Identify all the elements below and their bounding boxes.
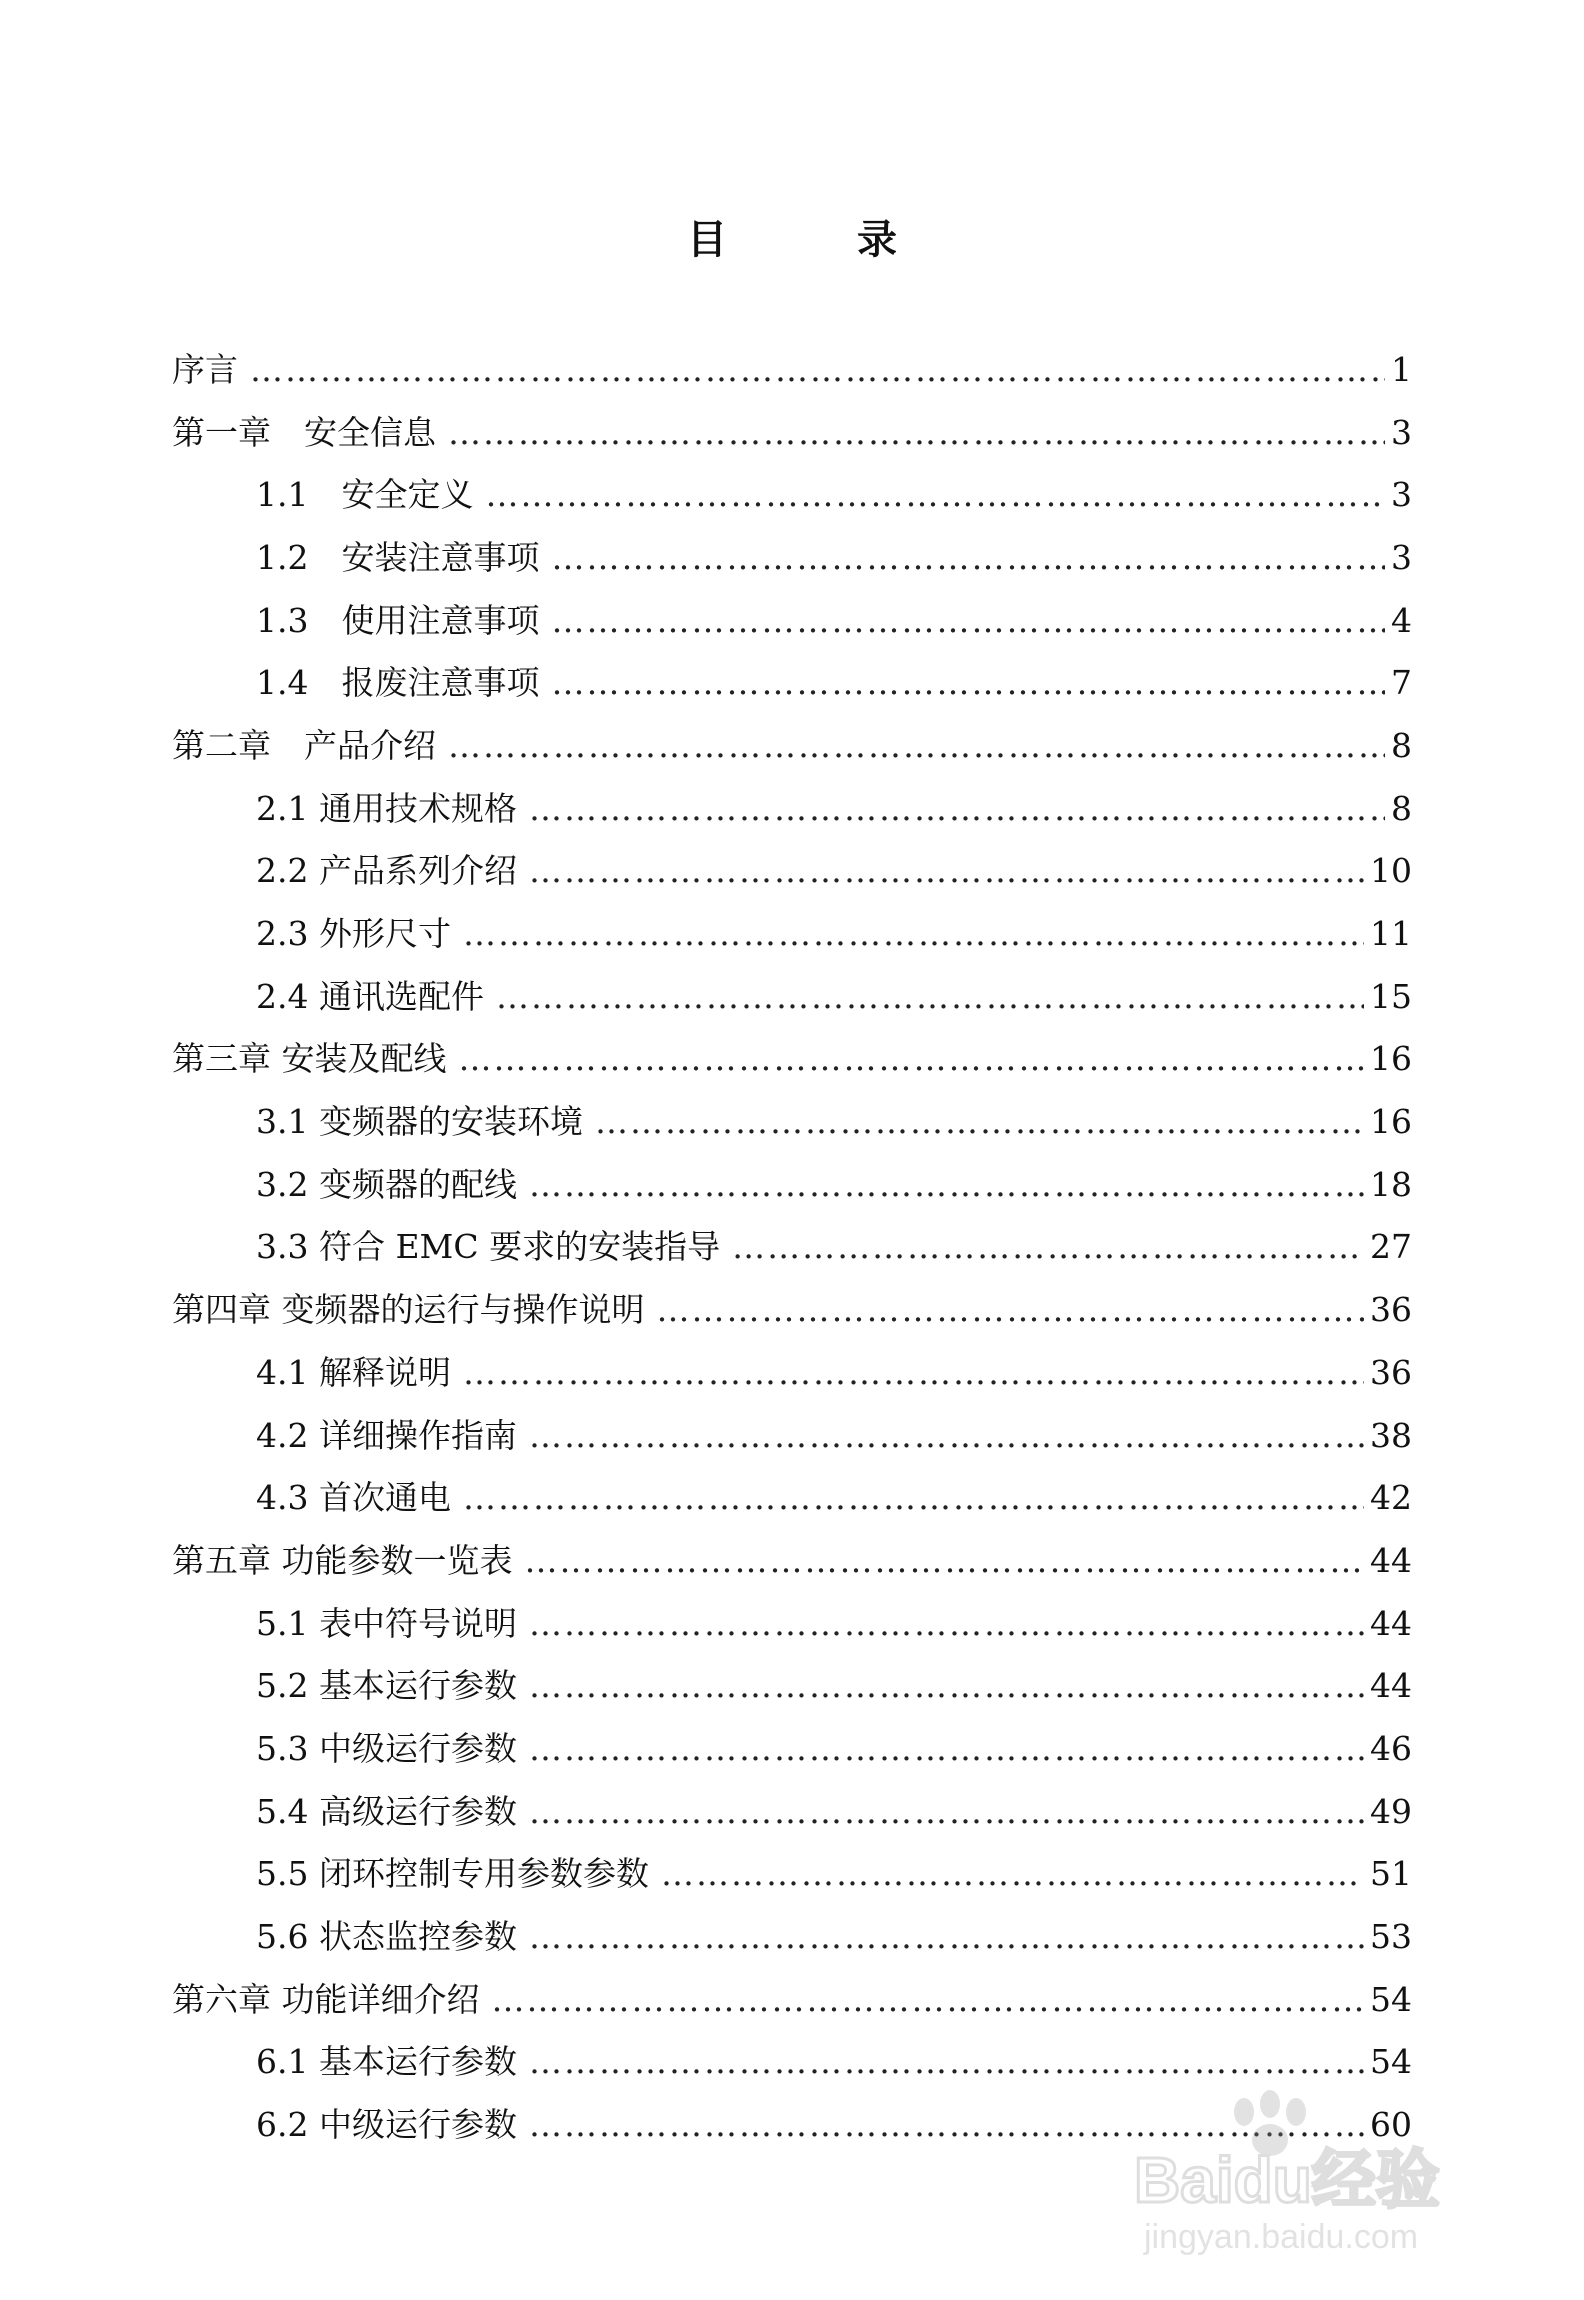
table-of-contents [172, 338, 1412, 2156]
toc-entry-label: 5.6 状态监控参数 [256, 1917, 517, 1957]
toc-page-number: 18 [1370, 1164, 1412, 1204]
toc-leader-dots [463, 1356, 1364, 1389]
toc-entry-label: 第一章 安全信息 [172, 412, 436, 452]
toc-entry-label: 1.3 使用注意事项 [256, 600, 540, 640]
toc-leader-dots [661, 1857, 1364, 1890]
toc-section-entry [172, 1843, 1412, 1906]
toc-section-entry [172, 965, 1412, 1028]
toc-entry-label: 第五章 功能参数一览表 [172, 1540, 513, 1580]
toc-section-entry [172, 589, 1412, 652]
toc-page-number: 8 [1391, 788, 1412, 828]
toc-page-number: 27 [1370, 1227, 1412, 1267]
toc-leader-dots [463, 917, 1364, 950]
toc-leader-dots [529, 854, 1364, 887]
toc-entry-label: 5.2 基本运行参数 [256, 1666, 517, 1706]
toc-chapter-entry [172, 401, 1412, 464]
toc-leader-dots [551, 666, 1385, 699]
toc-entry-label: 序言 [172, 349, 238, 389]
toc-page-number: 49 [1370, 1791, 1412, 1831]
watermark-url: jingyan.baidu.com [1144, 2218, 1419, 2256]
toc-page-number: 1 [1391, 349, 1412, 389]
toc-entry-label: 3.3 符合 EMC 要求的安装指导 [256, 1227, 721, 1267]
toc-entry-label: 4.1 解释说明 [256, 1352, 451, 1392]
toc-entry-label: 6.1 基本运行参数 [256, 2042, 517, 2082]
toc-page-number: 54 [1370, 1979, 1412, 2019]
toc-section-entry [172, 1905, 1412, 1968]
toc-entry-label: 第三章 安装及配线 [172, 1039, 447, 1079]
toc-leader-dots [529, 1419, 1364, 1452]
toc-leader-dots [463, 1481, 1364, 1514]
toc-page-number: 46 [1370, 1728, 1412, 1768]
toc-leader-dots [529, 1732, 1364, 1765]
toc-leader-dots [732, 1230, 1364, 1263]
toc-section-entry [172, 1780, 1412, 1843]
toc-page-number: 16 [1370, 1039, 1412, 1079]
toc-chapter-entry [172, 1529, 1412, 1592]
toc-entry-label: 2.2 产品系列介绍 [256, 851, 517, 891]
toc-chapter-entry [172, 1968, 1412, 2031]
toc-section-entry [172, 902, 1412, 965]
toc-entry-label: 1.4 报废注意事项 [256, 663, 540, 703]
toc-entry-label: 第四章 变频器的运行与操作说明 [172, 1290, 645, 1330]
toc-leader-dots [529, 1168, 1364, 1201]
toc-entry-label: 3.2 变频器的配线 [256, 1164, 517, 1204]
toc-page-number: 3 [1391, 412, 1412, 452]
toc-page-number: 10 [1370, 851, 1412, 891]
toc-entry-label: 第二章 产品介绍 [172, 725, 436, 765]
toc-leader-dots [448, 416, 1385, 449]
toc-section-entry [172, 1654, 1412, 1717]
toc-entry-label: 5.1 表中符号说明 [256, 1603, 517, 1643]
toc-entry-label: 4.3 首次通电 [256, 1478, 451, 1518]
toc-page-number: 60 [1370, 2105, 1412, 2145]
toc-leader-dots [657, 1293, 1365, 1326]
toc-page-number: 54 [1370, 2042, 1412, 2082]
toc-section-entry [172, 1341, 1412, 1404]
toc-section-entry [172, 840, 1412, 903]
toc-page-number: 7 [1391, 663, 1412, 703]
toc-section-entry [172, 1090, 1412, 1153]
toc-chapter-entry [172, 338, 1412, 401]
toc-leader-dots [551, 604, 1385, 637]
toc-section-entry [172, 1717, 1412, 1780]
toc-leader-dots [551, 541, 1385, 574]
toc-page-number: 4 [1391, 600, 1412, 640]
toc-section-entry [172, 1216, 1412, 1279]
toc-entry-label: 2.4 通讯选配件 [256, 976, 484, 1016]
toc-section-entry [172, 777, 1412, 840]
toc-leader-dots [595, 1105, 1364, 1138]
toc-section-entry [172, 651, 1412, 714]
toc-leader-dots [496, 980, 1364, 1013]
toc-entry-label: 5.5 闭环控制专用参数参数 [256, 1854, 649, 1894]
toc-chapter-entry [172, 1278, 1412, 1341]
toc-leader-dots [250, 353, 1385, 386]
toc-leader-dots [448, 729, 1385, 762]
toc-page-number: 44 [1370, 1603, 1412, 1643]
toc-section-entry [172, 463, 1412, 526]
toc-entry-label: 第六章 功能详细介绍 [172, 1979, 480, 2019]
toc-section-entry [172, 1466, 1412, 1529]
toc-page-number: 42 [1370, 1478, 1412, 1518]
toc-page-number: 16 [1370, 1102, 1412, 1142]
toc-leader-dots [492, 1983, 1365, 2016]
toc-entry-label: 1.2 安装注意事项 [256, 537, 540, 577]
toc-leader-dots [459, 1042, 1365, 1075]
toc-entry-label: 3.1 变频器的安装环境 [256, 1102, 583, 1142]
toc-section-entry [172, 1592, 1412, 1655]
toc-chapter-entry [172, 714, 1412, 777]
toc-entry-label: 5.3 中级运行参数 [256, 1728, 517, 1768]
toc-page-number: 15 [1370, 976, 1412, 1016]
toc-section-entry [172, 2031, 1412, 2094]
toc-entry-label: 2.3 外形尺寸 [256, 914, 451, 954]
toc-page-number: 51 [1370, 1854, 1412, 1894]
toc-page-number: 8 [1391, 725, 1412, 765]
toc-section-entry [172, 1404, 1412, 1467]
toc-section-entry [172, 526, 1412, 589]
baidu-jingyan-watermark [1124, 2090, 1544, 2260]
toc-page-number: 53 [1370, 1917, 1412, 1957]
toc-page-number: 3 [1391, 537, 1412, 577]
toc-section-entry [172, 1153, 1412, 1216]
toc-leader-dots [529, 792, 1385, 825]
watermark-brand: Baidu经验 [1134, 2144, 1440, 2216]
toc-page-number: 44 [1370, 1666, 1412, 1706]
toc-entry-label: 1.1 安全定义 [256, 475, 474, 515]
toc-page-number: 44 [1370, 1540, 1412, 1580]
toc-chapter-entry [172, 1028, 1412, 1091]
toc-entry-label: 5.4 高级运行参数 [256, 1791, 517, 1831]
toc-entry-label: 2.1 通用技术规格 [256, 788, 517, 828]
toc-leader-dots [529, 1920, 1364, 1953]
toc-leader-dots [485, 478, 1385, 511]
toc-leader-dots [529, 1795, 1364, 1828]
toc-entry-label: 6.2 中级运行参数 [256, 2105, 517, 2145]
toc-leader-dots [525, 1544, 1365, 1577]
toc-page-number: 11 [1370, 914, 1412, 954]
toc-leader-dots [529, 2045, 1364, 2078]
page-title: 目 录 [687, 216, 955, 263]
toc-entry-label: 4.2 详细操作指南 [256, 1415, 517, 1455]
toc-leader-dots [529, 1607, 1364, 1640]
toc-page-number: 38 [1370, 1415, 1412, 1455]
toc-page-number: 36 [1370, 1290, 1412, 1330]
toc-page-number: 3 [1391, 475, 1412, 515]
toc-page-number: 36 [1370, 1352, 1412, 1392]
toc-leader-dots [529, 1669, 1364, 1702]
